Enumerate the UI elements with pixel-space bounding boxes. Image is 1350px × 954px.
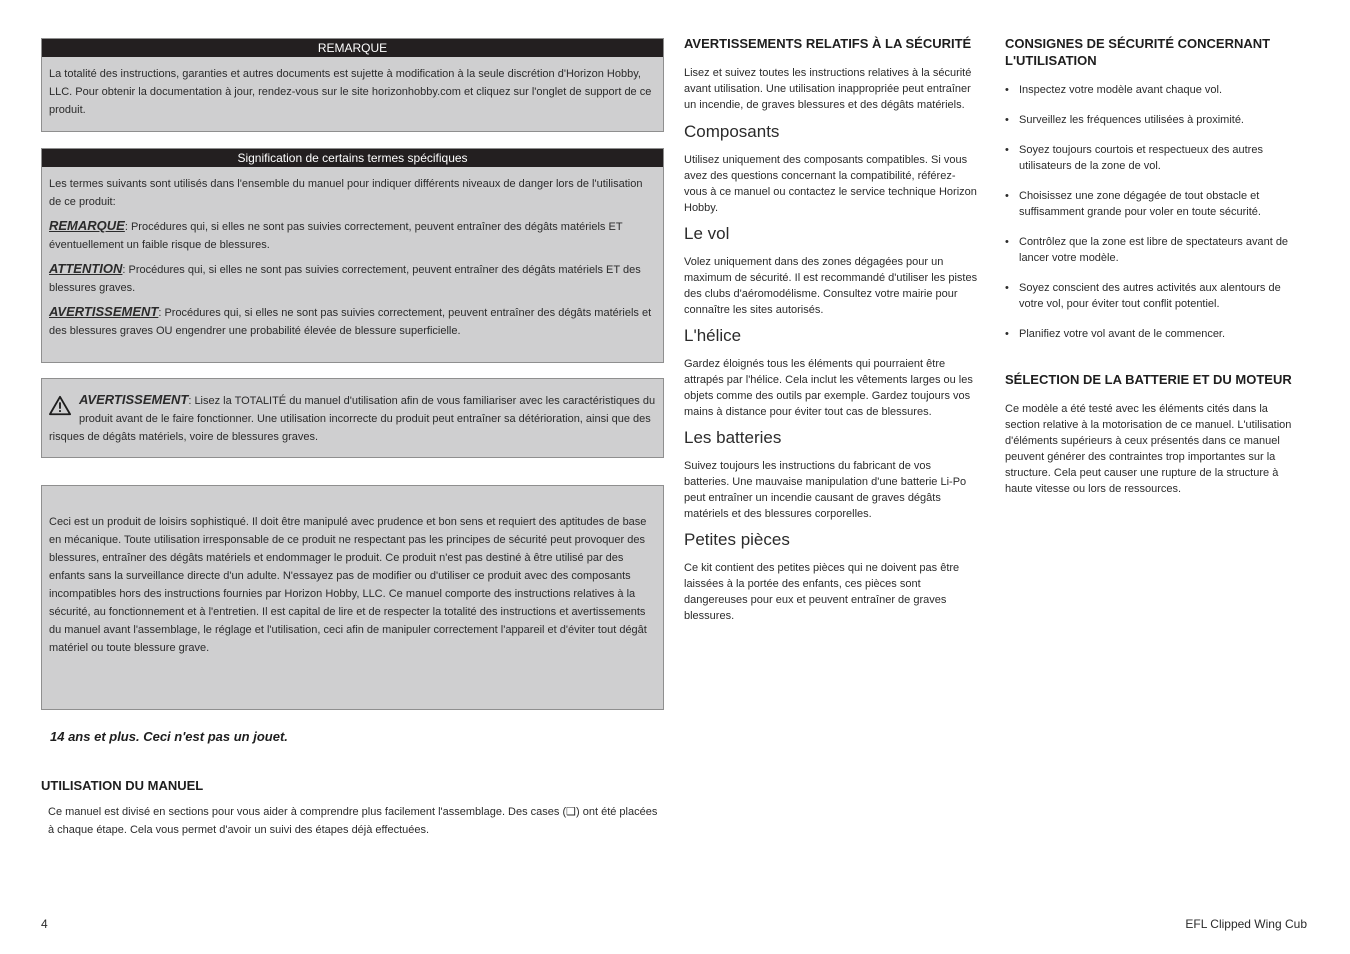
section-text-helice: Gardez éloignés tous les éléments qui pourraient être attrapés par l'hélice. Cela inclut les vêtements larges ou les objets comme des outils par exemple. Gardez toujours vos mains à distance pour éviter tout cas de blessures.	[684, 358, 973, 418]
list-item: • Planifiez votre vol avant de le commencer.	[1005, 326, 1305, 342]
term-label: ATTENTION	[49, 261, 123, 276]
section-title-composants: Composants	[684, 122, 780, 141]
warning-text	[49, 391, 656, 446]
usage-safety-column	[1005, 35, 1305, 497]
term-attention	[49, 260, 656, 297]
section-text-le-vol: Volez uniquement dans des zones dégagées pour un maximum de sécurité. Il est recommandé d'utiliser les pistes des clubs d'aéromodélisme. Consultez votre mairie pour connaître les sites autorisés.	[684, 256, 978, 316]
warning-triangle-icon	[49, 395, 71, 417]
safety-warnings-heading: AVERTISSEMENTS RELATIFS À LA SÉCURITÉ	[684, 36, 972, 51]
list-item: • Inspectez votre modèle avant chaque vol.	[1005, 82, 1305, 98]
term-avertissement	[49, 303, 656, 340]
remarque-header: REMARQUE	[42, 39, 663, 57]
section-text-composants: Utilisez uniquement des composants compatibles. Si vous avez des questions concernant la compatibilité, référez-vous à ce manuel ou contactez le service technique Horizon Hobby.	[684, 154, 977, 214]
section-title-petites-pieces: Petites pièces	[684, 530, 790, 549]
list-item: • Contrôlez que la zone est libre de spectateurs avant de lancer votre modèle.	[1005, 234, 1305, 266]
terms-header: Signification de certains termes spécifiques	[42, 149, 663, 167]
warning-box	[41, 378, 664, 458]
product-name-footer: EFL Clipped Wing Cub	[1185, 917, 1307, 931]
terms-intro: Les termes suivants sont utilisés dans l'ensemble du manuel pour indiquer différents niveaux de danger lors de l'utilisation de ce produit:	[49, 178, 643, 208]
section-text-petites-pieces: Ce kit contient des petites pièces qui ne doivent pas être laissées à la portée des enfants, ces pièces sont dangereuses pour eux et peuvent entraîner de graves blessures.	[684, 562, 960, 622]
warning-description: : Lisez la TOTALITÉ du manuel d'utilisation afin de vous familiariser avec les caractéristiques du produit avant de le faire fonctionner. Une utilisation incorrecte du produit peut entraîner sa détérioration, ainsi que des risques de dégâts matériels, voire de blessures graves.	[49, 395, 656, 443]
product-info-box	[41, 485, 664, 710]
section-title-batteries: Les batteries	[684, 428, 782, 447]
term-description: : Procédures qui, si elles ne sont pas suivies correctement, peuvent entraîner des dégâts matériels et des blessures graves OU engendrer une probabilité élevée de blessure superficielle.	[49, 307, 652, 337]
section-text-batteries: Suivez toujours les instructions du fabricant de vos batteries. Une mauvaise manipulation d'une batterie Li-Po peut entraîner un incendie causant de graves dégâts matériels et des blessures corporelles.	[684, 460, 967, 520]
manual-usage-text: Ce manuel est divisé en sections pour vous aider à comprendre plus facilement l'assemblage. Des cases (❑) ont été placées à chaque étape. Cela vous permet d'avoir un suivi des étapes déjà effectuées.	[48, 805, 658, 836]
term-description: : Procédures qui, si elles ne sont pas suivies correctement, peuvent entraîner des dégâts matériels ET des blessures graves.	[49, 264, 641, 294]
battery-motor-text: Ce modèle a été testé avec les éléments cités dans la section relative à la motorisation de ce manuel. L'utilisation d'éléments supérieurs à ceux présentés dans ce manuel peuvent générer des contraintes trop importantes sur la structure. Cela peut causer une rupture de la structure à haute vitesse ou lors de ressources.	[1005, 403, 1292, 495]
list-item: • Soyez conscient des autres activités aux alentours de votre vol, pour éviter tout conflit potentiel.	[1005, 280, 1305, 312]
product-info-text: Ceci est un produit de loisirs sophistiqué. Il doit être manipulé avec prudence et bon sens et requiert des aptitudes de base en mécanique. Toute utilisation irresponsable de ce produit ne respectant pas les principes de sécurité peut provoquer des blessures, entraîner des dégâts matériels et endommager le produit. Ce produit n'est pas destiné à être utilisé par des enfants sans la surveillance directe d'un adulte. N'essayez pas de modifier ou d'utiliser ce produit avec des composants incompatibles hors des instructions fournies par Horizon Hobby, LLC. Ce manuel comporte des instructions relatives à la sécurité, au fonctionnement et à l'entretien. Il est capital de lire et de respecter la totalité des instructions et avertissements du manuel avant l'assemblage, le réglage et l'utilisation, ceci afin de manipuler correctement l'appareil et d'éviter tout dégât matériel ou toute blessure grave.	[49, 516, 647, 654]
section-title-helice: L'hélice	[684, 326, 742, 345]
terms-definition-box	[41, 148, 664, 363]
section-title-le-vol: Le vol	[684, 224, 730, 243]
term-description: : Procédures qui, si elles ne sont pas suivies correctement, peuvent entraîner des dégâts matériels ET éventuellement un faible risque de blessures.	[49, 221, 623, 251]
safety-intro: Lisez et suivez toutes les instructions relatives à la sécurité avant utilisation. Une utilisation inappropriée peut entraîner un incendie, de graves blessures et des dégâts matériels.	[684, 67, 972, 111]
manual-usage-heading: UTILISATION DU MANUEL	[41, 778, 204, 793]
remarque-notice-box	[41, 38, 664, 132]
term-label: REMARQUE	[49, 218, 125, 233]
checkbox-icon: ❑	[566, 805, 577, 818]
remarque-text: La totalité des instructions, garanties et autres documents est sujette à modification à la seule discrétion d'Horizon Hobby, LLC. Pour obtenir la documentation à jour, rendez-vous sur le site horizonhobby.com et cliquez sur l'onglet de support de ce produit.	[49, 68, 652, 116]
safety-bullet-list	[1005, 82, 1305, 342]
usage-safety-heading: CONSIGNES DE SÉCURITÉ CONCERNANT L'UTILISATION	[1005, 36, 1271, 68]
warning-label: AVERTISSEMENT	[79, 392, 189, 407]
manual-usage-section	[41, 777, 664, 839]
page-number: 4	[41, 917, 48, 931]
age-note: 14 ans et plus. Ceci n'est pas un jouet.	[50, 729, 288, 744]
term-label: AVERTISSEMENT	[49, 304, 159, 319]
term-remarque	[49, 217, 656, 254]
list-item: • Choisissez une zone dégagée de tout obstacle et suffisamment grande pour voler en toute sécurité.	[1005, 188, 1305, 220]
safety-warnings-column	[684, 35, 978, 624]
list-item: • Surveillez les fréquences utilisées à proximité.	[1005, 112, 1305, 128]
list-item: • Soyez toujours courtois et respectueux des autres utilisateurs de la zone de vol.	[1005, 142, 1305, 174]
battery-motor-heading: SÉLECTION DE LA BATTERIE ET DU MOTEUR	[1005, 372, 1292, 387]
